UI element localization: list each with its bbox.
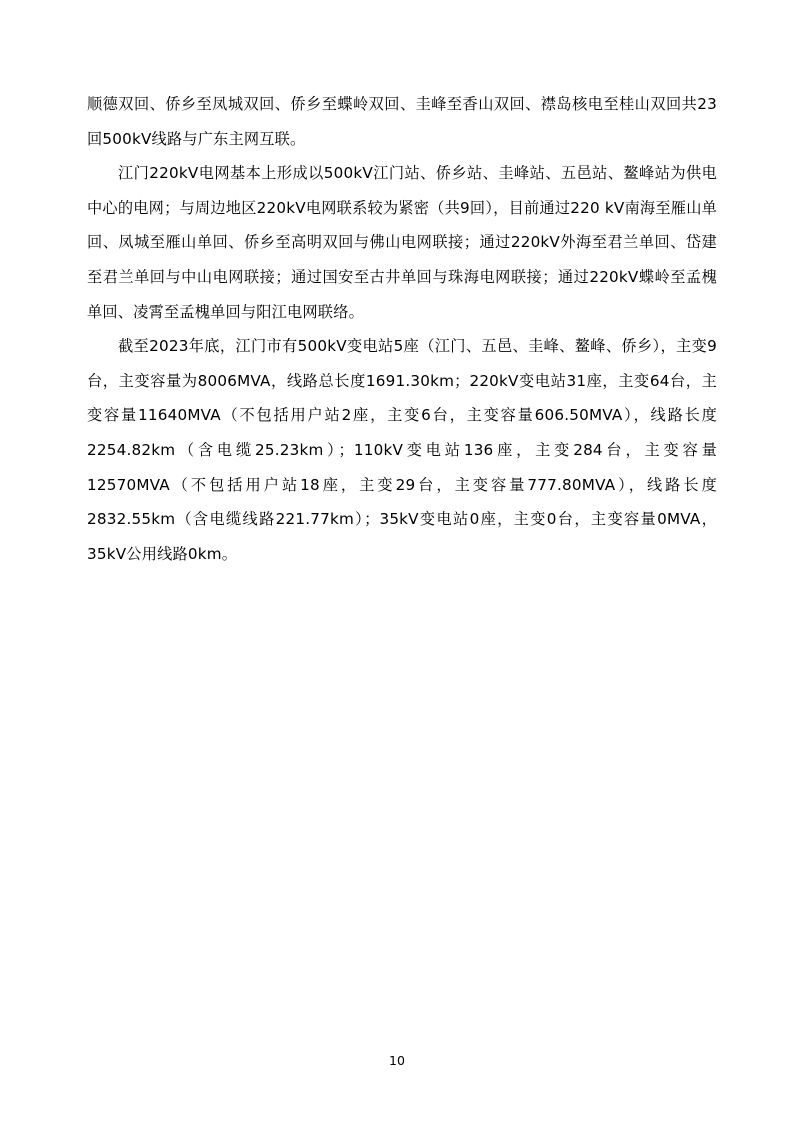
paragraph-220kv-grid: 江门220kV电网基本上形成以500kV江门站、侨乡站、圭峰站、五邑站、鳌峰站为供电中心的电网；与周边地区220kV电网联系较为紧密（共9回），目前通过220 kV南海至雁山单回、凤城至雁山单回、侨乡至高明双回与佛山电网联接；通过220kV外海至君兰单回、岱建至君兰单回与中山电网联接；通过国安至古井单回与珠海电网联接；通过220kV蝶岭至孟槐单回、凌霄至孟槐单回与阳江电网联络。 bbox=[87, 164, 717, 321]
paragraph-continuation: 顺德双回、侨乡至凤城双回、侨乡至蝶岭双回、圭峰至香山双回、襟岛核电至桂山双回共23回500kV线路与广东主网互联。 bbox=[87, 95, 717, 148]
page-number: 10 bbox=[389, 1053, 405, 1068]
document-body bbox=[87, 87, 717, 571]
paragraph-substation-stats: 截至2023年底，江门市有500kV变电站5座（江门、五邑、圭峰、鳌峰、侨乡），主变9台，主变容量为8006MVA，线路总长度1691.30km；220kV变电站31座，主变64台，主变容量11640MVA（不包括用户站2座，主变6台，主变容量606.50MVA），线路长度2254.82km（含电缆25.23km）；110kV变电站136座，主变284台，主变容量12570MVA（不包括用户站18座，主变29台，主变容量777.80MVA），线路长度2832.55km（含电缆线路221.77km）；35kV变电站0座，主变0台，主变容量0MVA，35kV公用线路0km。 bbox=[87, 337, 717, 563]
